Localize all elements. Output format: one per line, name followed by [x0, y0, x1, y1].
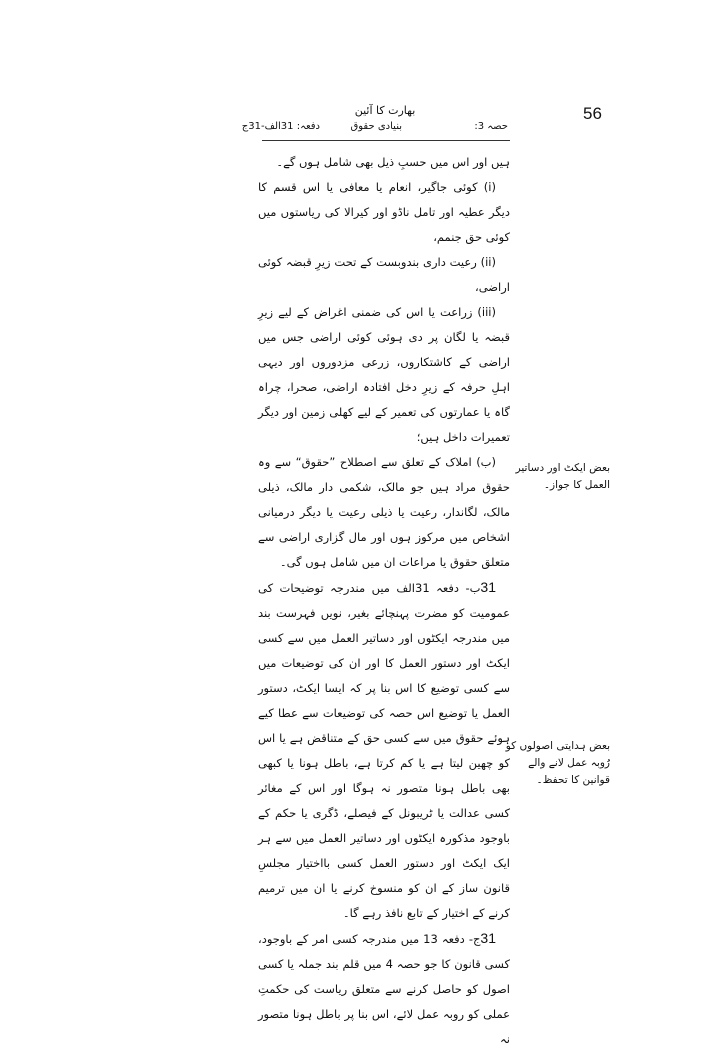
page-number: 56 [583, 104, 602, 123]
running-header-title: بھارت کا آئین [354, 104, 416, 117]
main-text [258, 150, 510, 1052]
running-header [241, 121, 508, 135]
article-31c-number: 31 [480, 930, 496, 946]
article-31b-text: ب- دفعہ 31الف میں مندرجہ توضیحات کی عمومیت کو مضرت پہنچائے بغیر، نویں فہرست بند میں مندرجہ ایکٹوں اور دساتیر العمل میں سے کسی ایکٹ اور دستور العمل کا اور ان کی توضیعات میں سے کسی توضیع کا اس بنا پر کہ ایسا ایکٹ، دستور العمل یا توضیع اس حصہ کی توضیعات سے عطا کیے ہوئے حقوق میں سے کسی حق کے متناقض ہے یا اس کو چھین لیتا ہے یا کم کرتا ہے، باطل ہونا یا کبھی بھی باطل ہونا متصور نہ ہوگا اور اس کے مغائر کسی عدالت یا ٹریبونل کے فیصلے، ڈگری یا حکم کے باوجود مذکورہ ایکٹوں اور دساتیر العمل میں سے ہر ایک ایکٹ اور دستور العمل کسی بااختیار مجلسِ قانون ساز کے ان کو منسوخ کرنے یا ان میں ترمیم کرنے کے اختیار کے تابع نافذ رہے گا۔ [258, 581, 510, 920]
article-31c [258, 926, 510, 1052]
article-31b [258, 575, 510, 926]
item-i: (i) کوئی جاگیر، انعام یا معافی یا اس قسم کا دیگر عطیہ اور تامل ناڈو اور کیرالا کی ریاستوں میں کوئی حق جنمم، [258, 180, 510, 244]
article-31c-text: ج- دفعہ 13 میں مندرجہ کسی امر کے باوجود، کسی قانون کا جو حصہ 4 میں قلم بند جملہ یا کسی اصول کو حاصل کرنے سے متعلق ریاست کی حکمتِ عملی کو روبہ عمل لائے، اس بنا پر باطل ہونا متصور نہ [258, 932, 510, 1046]
header-article: دفعہ: 31الف-31ج [241, 121, 320, 132]
article-31b-number: 31 [480, 579, 496, 595]
margin-note-31b: بعض ایکٹ اور دساتیر العمل کا جواز۔ [515, 462, 610, 491]
header-divider [262, 140, 510, 141]
item-iii: (iii) زراعت یا اس کی ضمنی اغراض کے لیے زیرِ قبضہ یا لگان پر دی ہوئی کوئی اراضی جس میں اراضی کے کاشتکاروں، زرعی مزدوروں اور دیہی اہلِ حرفہ کے زیرِ دخل افتادہ اراضی، صحرا، چراہ گاہ یا عمارتوں کی تعمیر کے لیے کھلی زمین اور دیگر تعمیرات داخل ہیں؛ [258, 305, 510, 444]
item-ii: (ii) رعیت داری بندوبست کے تحت زیرِ قبضہ کوئی اراضی، [258, 255, 510, 294]
header-part: حصہ 3: [474, 121, 508, 132]
margin-note-31c: بعض ہدایتی اصولوں کو رُوبہ عمل لانے والے قوانین کا تحفظ۔ [505, 740, 610, 786]
continuation-text: ہیں اور اس میں حسبِ ذیل بھی شامل ہوں گے۔ [276, 155, 510, 169]
clause-b: (ب) املاک کے تعلق سے اصطلاح ”حقوق“ سے وہ حقوق مراد ہیں جو مالک، شکمی دار مالک، ذیلی مالک، لگاندار، رعیت یا ذیلی رعیت یا دیگر درمیانی اشخاص میں مرکوز ہوں اور مال گزاری اراضی سے متعلق حقوق یا مراعات ان میں شامل ہوں گی۔ [258, 455, 510, 569]
header-subject: بنیادی حقوق [350, 121, 402, 132]
